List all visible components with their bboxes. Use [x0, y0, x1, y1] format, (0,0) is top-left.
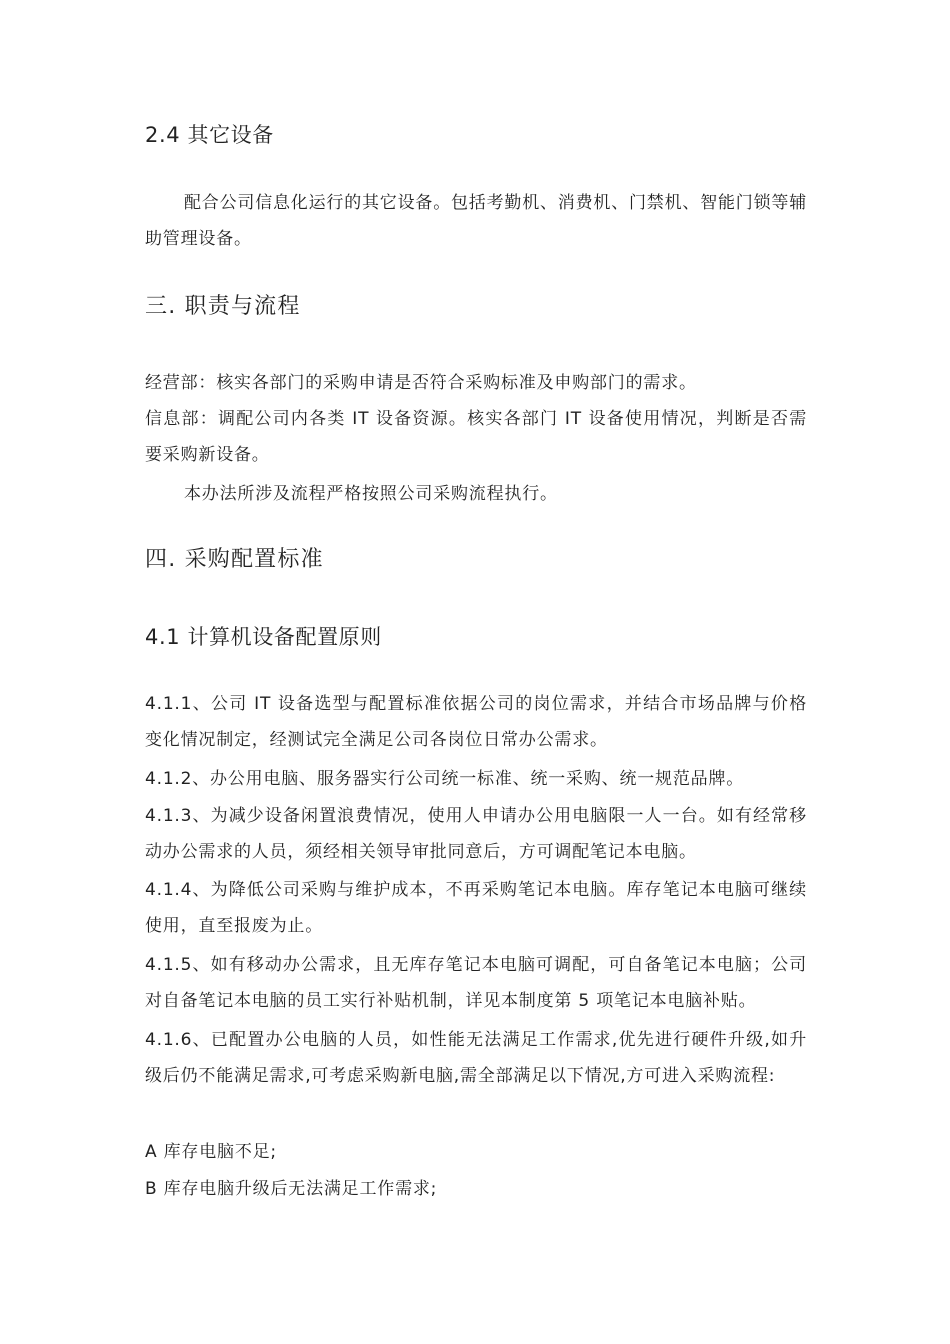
- list-item-4-1-5: 4.1.5、如有移动办公需求，且无库存笔记本电脑可调配，可自备笔记本电脑；公司对自备笔记本电脑的员工实行补贴机制，详见本制度第 5 项笔记本电脑补贴。: [145, 955, 807, 1011]
- list-item-b: B 库存电脑升级后无法满足工作需求;: [145, 1179, 438, 1199]
- section-heading-2-4: 2.4 其它设备: [145, 123, 274, 147]
- paragraph-operations-dept: 经营部：核实各部门的采购申请是否符合采购标准及申购部门的需求。: [145, 373, 697, 393]
- list-item-4-1-4: 4.1.4、为降低公司采购与维护成本，不再采购笔记本电脑。库存笔记本电脑可继续使用，直至报废为止。: [145, 880, 807, 936]
- list-item-4-1-1: 4.1.1、公司 IT 设备选型与配置标准依据公司的岗位需求，并结合市场品牌与价格变化情况制定，经测试完全满足公司各岗位日常办公需求。: [145, 694, 807, 750]
- section-heading-3: 三. 职责与流程: [145, 294, 301, 319]
- section-heading-4: 四. 采购配置标准: [145, 547, 324, 572]
- list-item-4-1-2: 4.1.2、办公用电脑、服务器实行公司统一标准、统一采购、统一规范品牌。: [145, 769, 745, 789]
- section-heading-4-1: 4.1 计算机设备配置原则: [145, 625, 382, 649]
- paragraph-procedure-note: 本办法所涉及流程严格按照公司采购流程执行。: [184, 484, 558, 504]
- list-item-4-1-6: 4.1.6、已配置办公电脑的人员，如性能无法满足工作需求,优先进行硬件升级,如升级后仍不能满足需求,可考虑采购新电脑,需全部满足以下情况,方可进入采购流程:: [145, 1030, 807, 1086]
- paragraph-it-dept: 信息部：调配公司内各类 IT 设备资源。核实各部门 IT 设备使用情况，判断是否需要采购新设备。: [145, 409, 807, 465]
- list-item-4-1-3: 4.1.3、为减少设备闲置浪费情况，使用人申请办公用电脑限一人一台。如有经常移动办公需求的人员，须经相关领导审批同意后，方可调配笔记本电脑。: [145, 806, 807, 862]
- list-item-a: A 库存电脑不足;: [145, 1142, 277, 1162]
- paragraph-other-devices: 配合公司信息化运行的其它设备。包括考勤机、消费机、门禁机、智能门锁等辅助管理设备。: [145, 193, 807, 249]
